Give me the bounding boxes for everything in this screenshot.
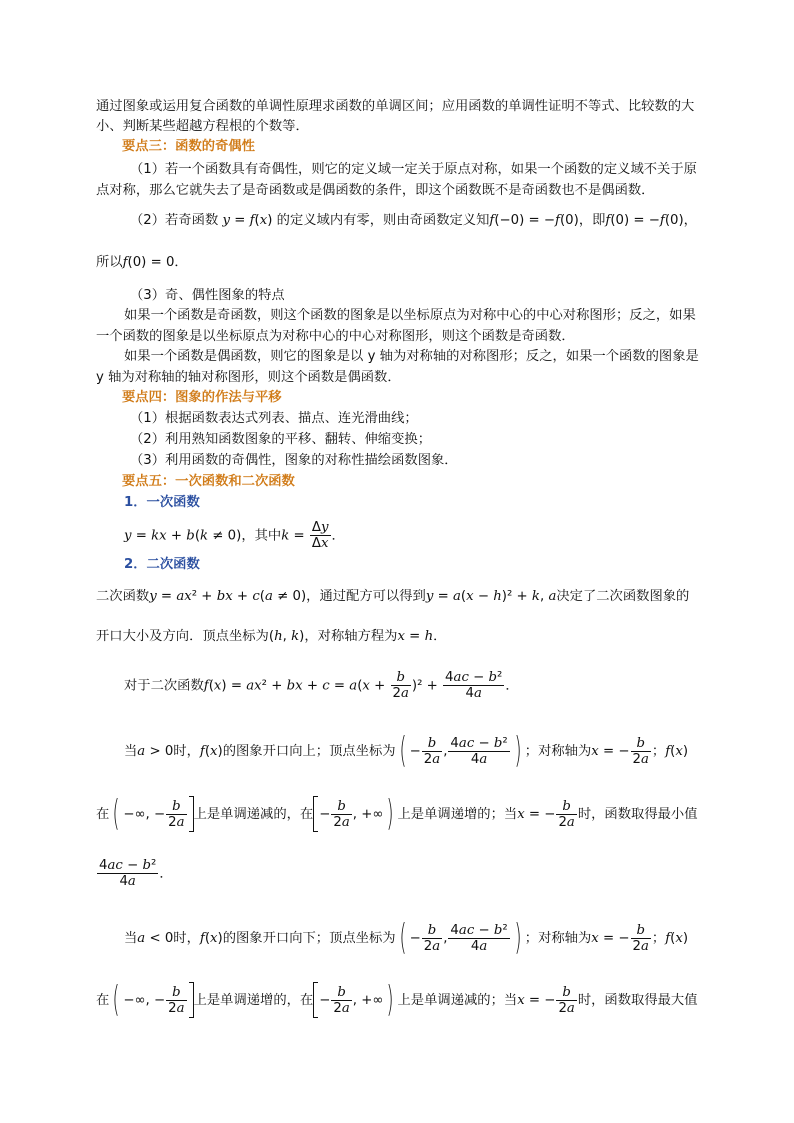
section-heading: 要点五：一次函数和二次函数 [122,474,295,489]
paragraph-line: 在( −∞, − $\frac{b}{2a}$ 上是单调递减的，在 − $\frac{b}{2a}$ , +∞) 上是单调递增的；当x = − $\frac{b}{2a}$ 时，函数取得最小值 [96,793,698,834]
paragraph-line: 当a > 0时，f(x)的图象开口向上；顶点坐标为( − $\frac{b}{2a}$ , $\frac{\text{4ac − b²}}{4a}$ ) ；对称轴为x = − $\frac{b}{2a}$ ；f(x) [124,730,689,771]
paragraph-line: （1）根据函数表达式列表、描点、连光滑曲线； [130,411,418,426]
sub-heading: 1．一次函数 [124,495,200,510]
paragraph-line: 如果一个函数是偶函数，则它的图象是以 y 轴为对称轴的对称图形；反之，如果一个函数的图象是 [124,349,699,364]
paragraph-line: （3）奇、偶性图象的特点 [130,288,285,303]
paragraph-line: 一个函数的图象是以坐标原点为对称中心的中心对称图形，则这个函数是奇函数． [96,329,575,344]
paragraph-line: y 轴为对称轴的轴对称图形，则这个函数是偶函数． [96,370,401,385]
paragraph-line: 通过图象或运用复合函数的单调性原理求函数的单调区间；应用函数的单调性证明不等式、比较数的大 [96,99,695,114]
paragraph-line: （2）若奇函数 y = f(x) 的定义域内有零，则由奇函数定义知f(−0) = −f(0)，即f(0) = −f(0)， [130,213,697,228]
formula-line: $\frac{\text{4ac − b²}}{4a}$ ． [99,858,173,889]
paragraph-line: 在( −∞, − $\frac{b}{2a}$ 上是单调递增的，在 − $\frac{b}{2a}$ , +∞) 上是单调递减的；当x = − $\frac{b}{2a}$ 时，函数取得最大值 [96,979,698,1020]
paragraph-line: （1）若一个函数具有奇偶性，则它的定义域一定关于原点对称，如果一个函数的定义域不关于原 [130,162,697,177]
paragraph-line: 点对称，那么它就失去了是奇函数或是偶函数的条件，即这个函数既不是奇函数也不是偶函数． [96,183,655,198]
paragraph-line: 所以f(0) = 0． [96,255,188,270]
paragraph-line: （2）利用熟知函数图象的平移、翻转、伸缩变换； [130,432,431,447]
sub-heading: 2．二次函数 [124,557,200,572]
paragraph-line: 如果一个函数是奇函数，则这个函数的图象是以坐标原点为对称中心的中心对称图形；反之，如果 [124,308,696,323]
paragraph-line: 当a < 0时，f(x)的图象开口向下；顶点坐标为( − $\frac{b}{2a}$ , $\frac{\text{4ac − b²}}{4a}$ ) ；对称轴为x = − $\frac{b}{2a}$ ；f(x) [124,917,689,958]
paragraph-line: 二次函数y = ax² + bx + c(a ≠ 0)，通过配方可以得到y = a(x − h)² + k, a决定了二次函数图象的 [96,589,690,604]
formula-line: 对于二次函数f(x) = ax² + bx + c = a(x + $\frac{b}{2a}$ )² + $\frac{\text{4ac − b²}}{4a}$ ． [124,670,519,701]
paragraph-line: 小、判断某些超越方程根的个数等． [96,119,309,134]
section-heading: 要点四：图象的作法与平移 [122,390,282,405]
section-heading: 要点三：函数的奇偶性 [122,139,255,154]
paragraph-line: 开口大小及方向．顶点坐标为(h, k)，对称轴方程为x = h． [96,629,447,644]
formula-line: y = kx + b(k ≠ 0)，其中k = $\frac{\Delta y}{\Delta x}$ ． [124,520,345,551]
paragraph-line: （3）利用函数的奇偶性，图象的对称性描绘函数图象． [130,453,458,468]
